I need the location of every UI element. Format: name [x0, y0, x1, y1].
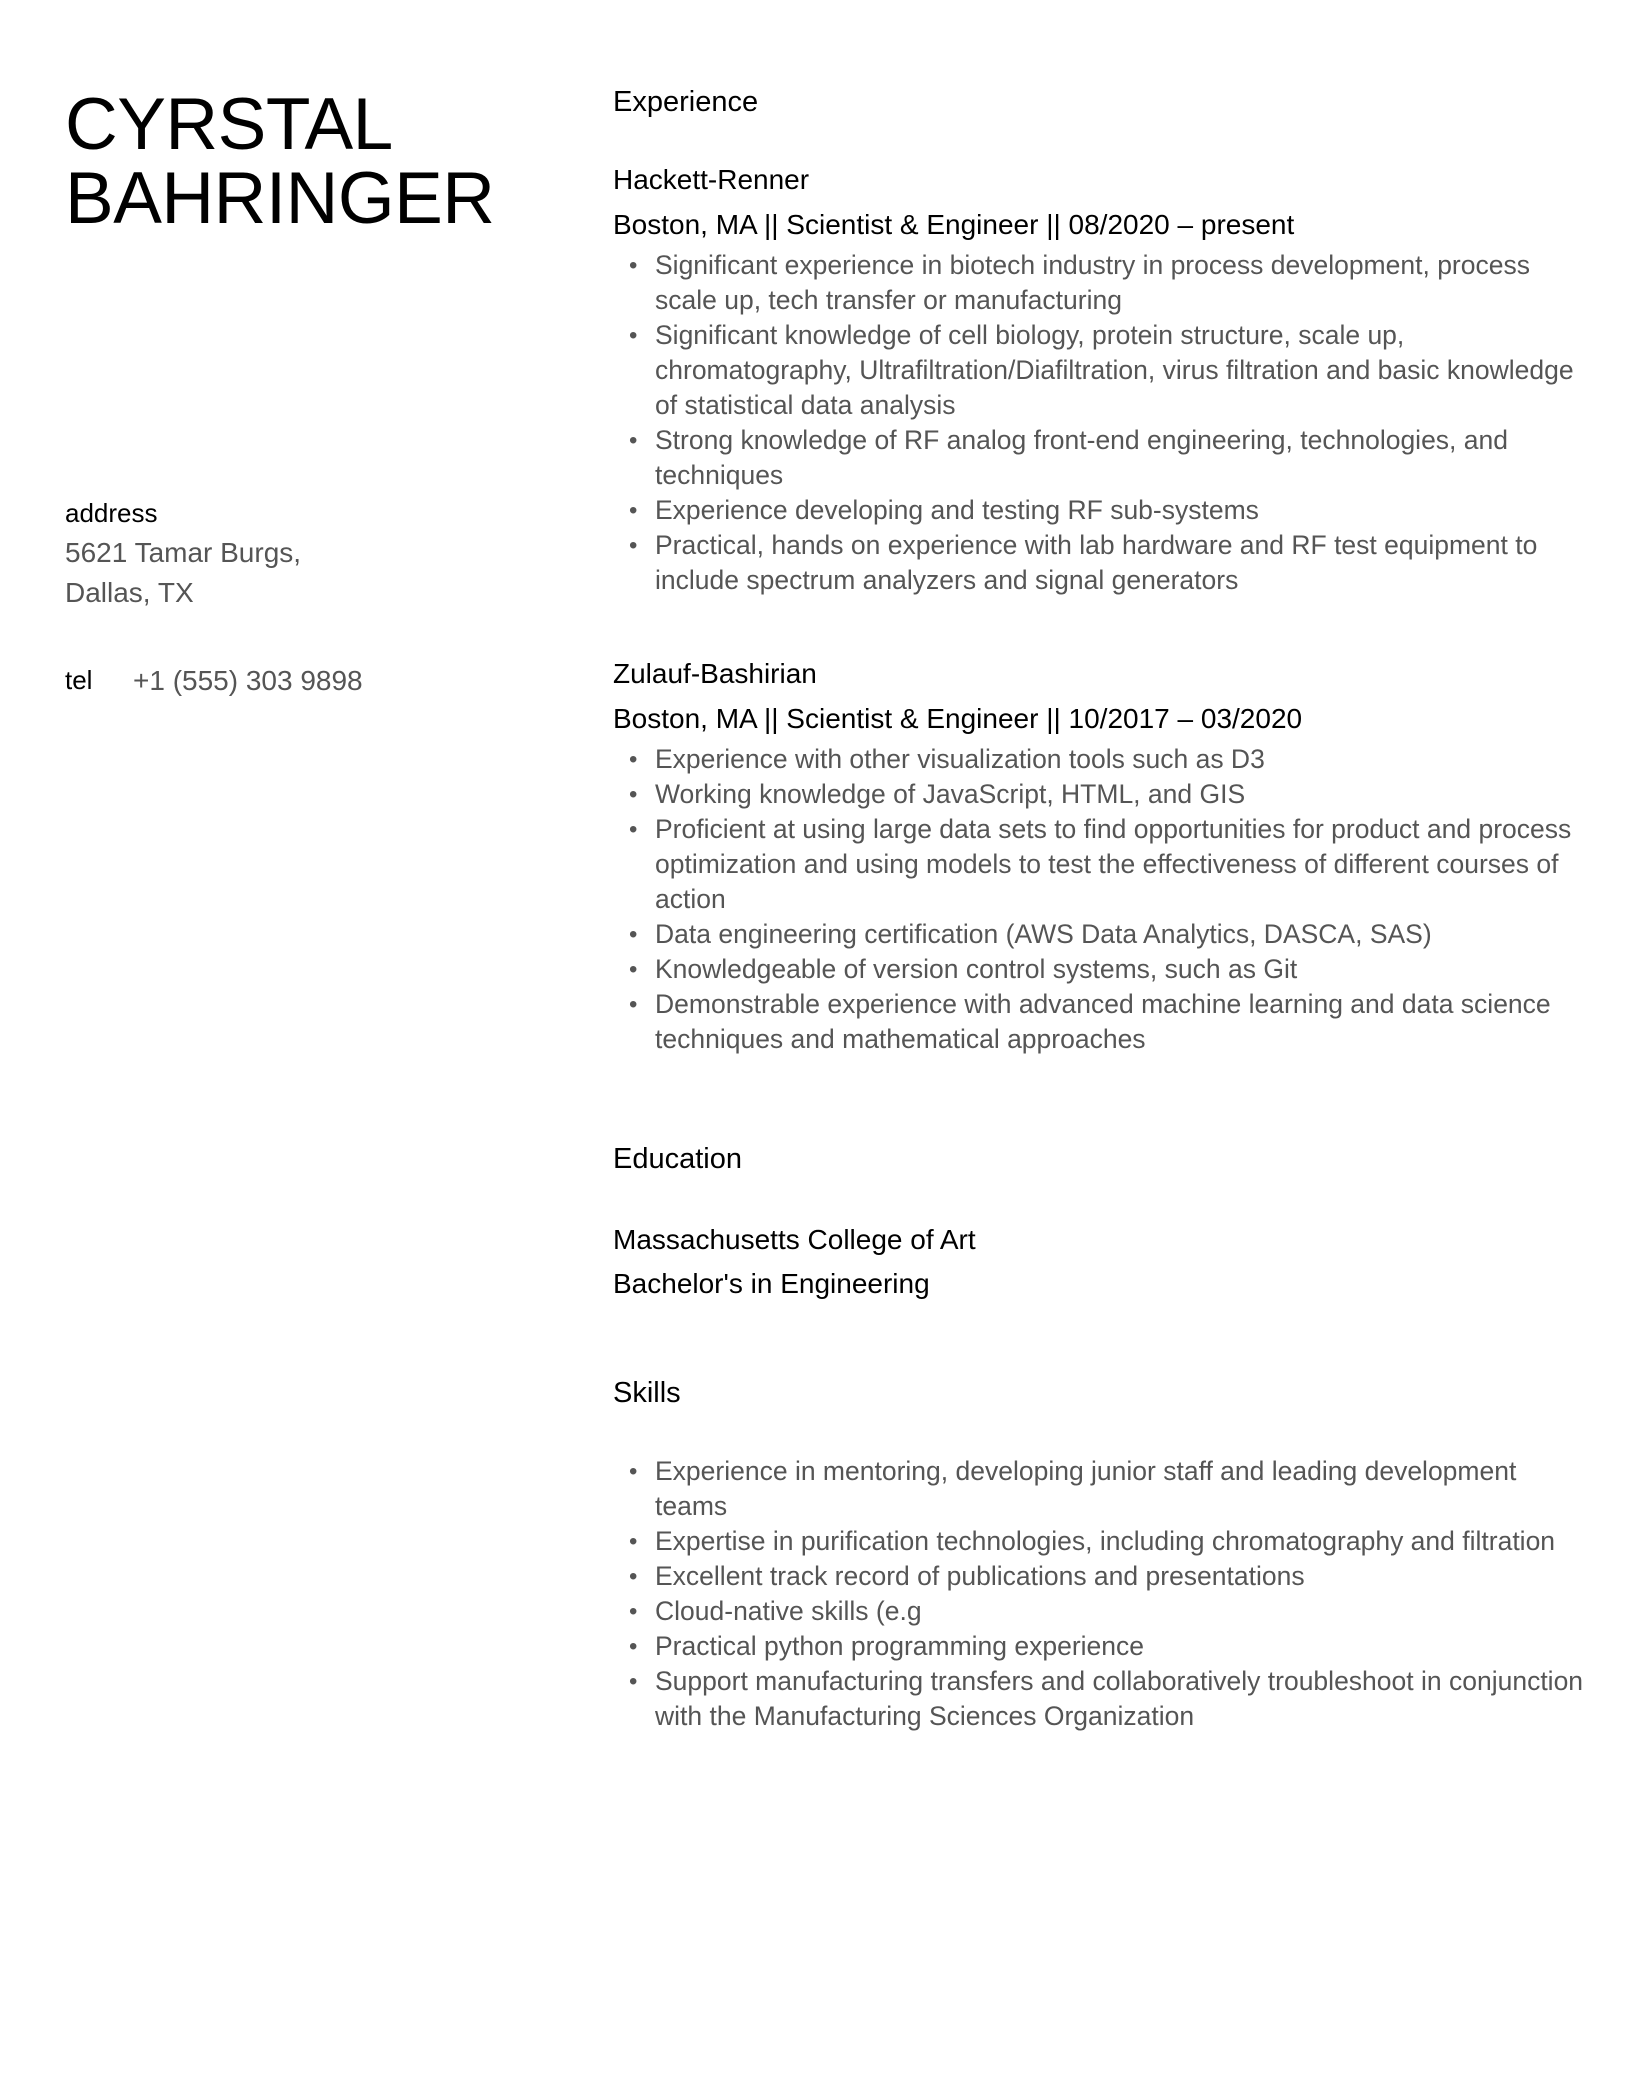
list-item: • Strong knowledge of RF analog front-end engineering, technologies, and techniques [655, 423, 1595, 493]
list-item: • Working knowledge of JavaScript, HTML, and GIS [655, 777, 1595, 812]
list-item: • Data engineering certification (AWS Data Analytics, DASCA, SAS) [655, 917, 1595, 952]
candidate-name [65, 84, 545, 239]
list-item: • Support manufacturing transfers and collaboratively troubleshoot in conjunction with the Manufacturing Sciences Organization [655, 1664, 1595, 1734]
list-item: • Practical python programming experience [655, 1629, 1595, 1664]
list-item: • Practical, hands on experience with lab hardware and RF test equipment to include spectrum analyzers and signal generators [655, 528, 1595, 598]
education-title: Education [613, 1143, 742, 1175]
list-item: • Expertise in purification technologies, including chromatography and filtration [655, 1524, 1595, 1559]
job-company: Hackett-Renner [613, 164, 810, 195]
list-item: • Excellent track record of publications and presentations [655, 1559, 1595, 1594]
skills-list [613, 1454, 1595, 1734]
list-item: • Knowledgeable of version control systems, such as Git [655, 952, 1595, 987]
list-item: • Experience developing and testing RF sub-systems [655, 493, 1595, 528]
profile-column [65, 84, 545, 239]
degree: Bachelor's in Engineering [613, 1268, 930, 1299]
tel-value[interactable]: +1 (555) 303 9898 [133, 665, 363, 696]
list-item: • Demonstrable experience with advanced machine learning and data science techniques and mathematical approaches [655, 987, 1595, 1057]
job-bullets [613, 742, 1595, 1057]
address-label: address [65, 498, 158, 528]
address-line-1: 5621 Tamar Burgs, [65, 537, 302, 568]
school-name: Massachusetts College of Art [613, 1224, 976, 1255]
skills-title: Skills [613, 1377, 681, 1409]
list-item: • Proficient at using large data sets to find opportunities for product and process optimization and using models to test the effectiveness of different courses of action [655, 812, 1595, 917]
tel-label: tel [65, 665, 93, 695]
list-item: • Cloud-native skills (e.g [655, 1594, 1595, 1629]
list-item: • Significant knowledge of cell biology, protein structure, scale up, chromatography, Ultrafiltration/Diafiltration, virus filtration and basic knowledge of statistical data analysis [655, 318, 1595, 423]
list-item: • Significant experience in biotech industry in process development, process scale up, tech transfer or manufacturing [655, 248, 1595, 318]
job-bullets [613, 248, 1595, 598]
name-first: CYRSTAL [65, 84, 393, 165]
list-item: • Experience with other visualization tools such as D3 [655, 742, 1595, 777]
job-meta: Boston, MA || Scientist & Engineer || 10/2017 – 03/2020 [613, 703, 1303, 734]
experience-title: Experience [613, 86, 759, 118]
job-meta: Boston, MA || Scientist & Engineer || 08/2020 – present [613, 209, 1295, 240]
name-last: BAHRINGER [65, 158, 495, 239]
job-company: Zulauf-Bashirian [613, 658, 817, 689]
list-item: • Experience in mentoring, developing junior staff and leading development teams [655, 1454, 1595, 1524]
address-line-2: Dallas, TX [65, 577, 194, 608]
